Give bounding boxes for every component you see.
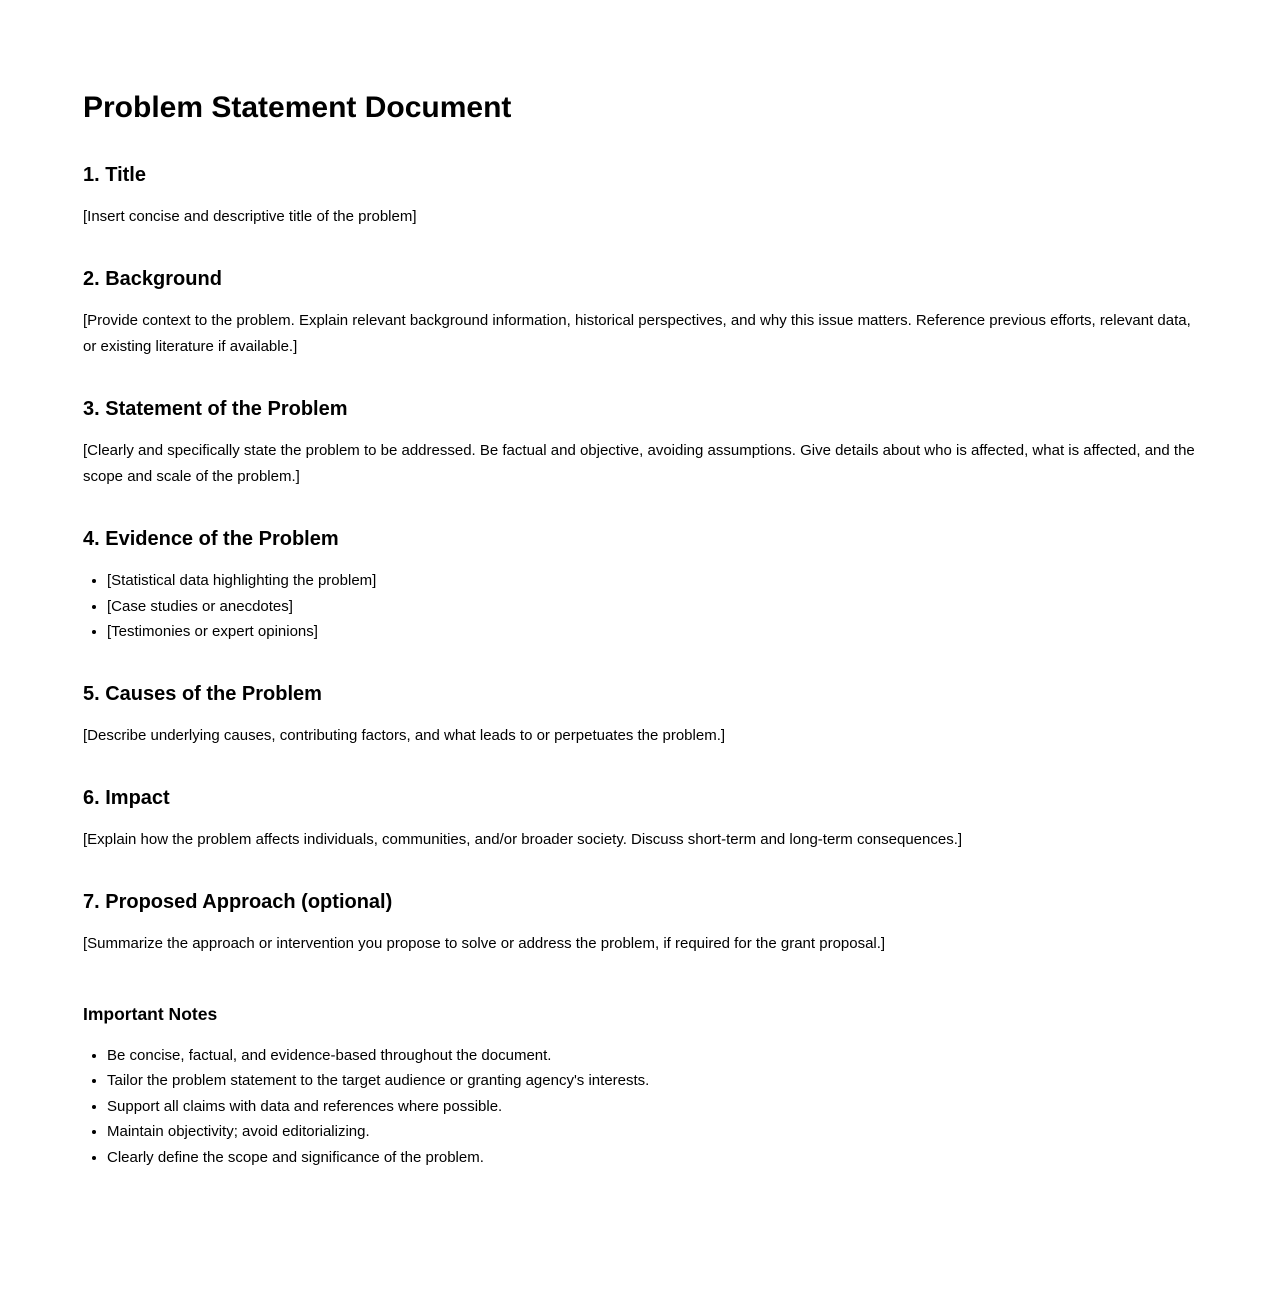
document-title: Problem Statement Document (83, 91, 512, 124)
section-background-body: [Provide context to the problem. Explain relevant background information, historical perspectives, and why this issue matters. Reference previous efforts, relevant data, or existing literature if available.] (83, 312, 1191, 355)
section-approach-heading: 7. Proposed Approach (optional) (83, 890, 393, 913)
list-item: • Be concise, factual, and evidence-based throughout the document. (107, 1043, 1171, 1069)
evidence-list (83, 568, 1171, 645)
list-item: • Tailor the problem statement to the target audience or granting agency's interests. (107, 1068, 1171, 1094)
section-evidence-heading: 4. Evidence of the Problem (83, 528, 339, 550)
list-item: • [Statistical data highlighting the problem] (107, 568, 1171, 594)
list-item: • [Case studies or anecdotes] (107, 594, 1171, 620)
list-item: • Clearly define the scope and significance of the problem. (107, 1145, 1171, 1171)
section-title (83, 162, 1195, 230)
section-statement-of-problem (83, 396, 1195, 490)
section-background-heading: 2. Background (83, 268, 222, 290)
list-item: • [Testimonies or expert opinions] (107, 619, 1171, 645)
section-important-notes (83, 1003, 1195, 1171)
section-causes (83, 681, 1195, 749)
section-impact-body: [Explain how the problem affects individuals, communities, and/or broader society. Discuss short-term and long-term consequences.] (83, 830, 963, 848)
section-title-heading: 1. Title (83, 164, 146, 186)
section-statement-heading: 3. Statement of the Problem (83, 398, 348, 420)
section-background (83, 266, 1195, 360)
section-impact-heading: 6. Impact (83, 786, 170, 809)
section-causes-body: [Describe underlying causes, contributing factors, and what leads to or perpetuates the problem.] (83, 726, 726, 744)
section-statement-body: [Clearly and specifically state the problem to be addressed. Be factual and objective, avoiding assumptions. Give details about who is affected, what is affected, and the scope and scale of the problem.] (83, 442, 1195, 485)
section-evidence (83, 526, 1195, 645)
section-proposed-approach (83, 889, 1195, 957)
list-item: • Support all claims with data and references where possible. (107, 1094, 1171, 1120)
important-notes-heading: Important Notes (83, 1003, 218, 1024)
section-title-body: [Insert concise and descriptive title of the problem] (83, 208, 417, 225)
section-causes-heading: 5. Causes of the Problem (83, 682, 322, 705)
important-notes-list (83, 1043, 1171, 1171)
section-approach-body: [Summarize the approach or intervention you propose to solve or address the problem, if required for the grant proposal.] (83, 934, 886, 952)
section-impact (83, 785, 1195, 853)
list-item: • Maintain objectivity; avoid editorializing. (107, 1119, 1171, 1145)
